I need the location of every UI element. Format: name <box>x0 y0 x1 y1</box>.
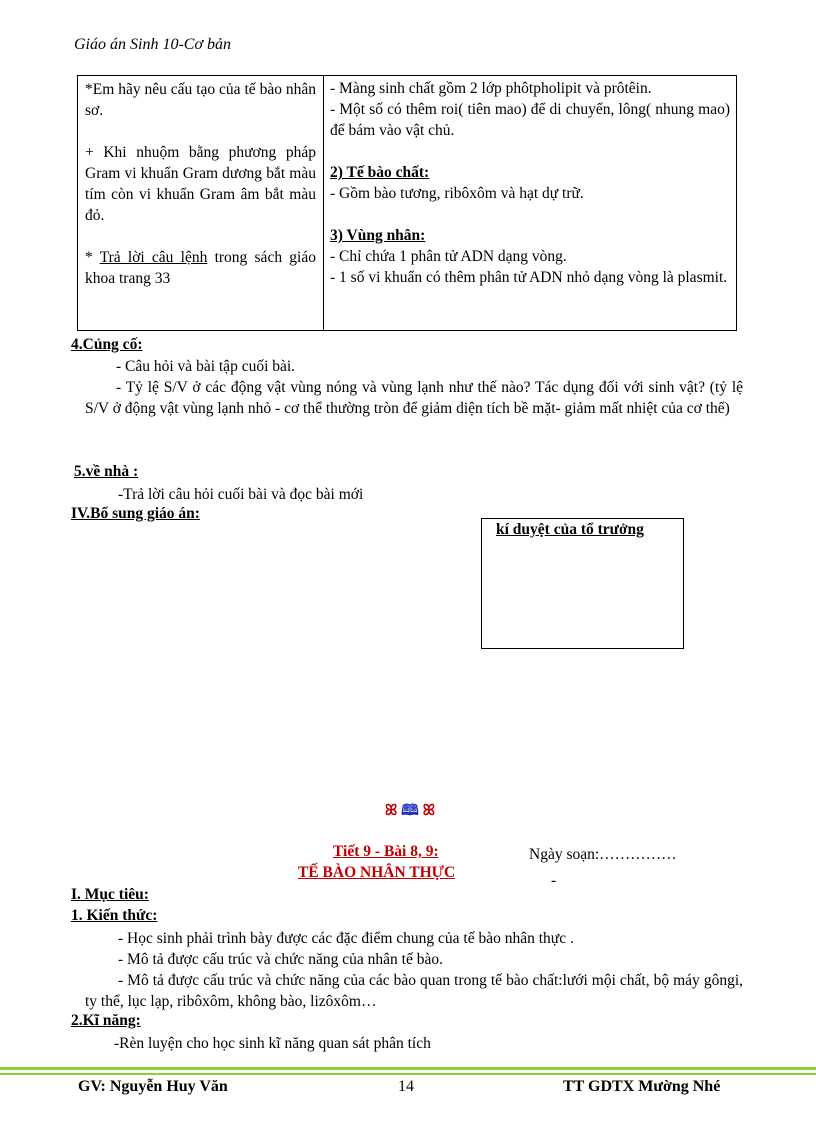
question-text: *Em hãy nêu cấu tạo của tế bào nhân sơ. <box>85 81 316 119</box>
header-title: Giáo án Sinh 10-Cơ bản <box>74 36 231 53</box>
knowledge-item: - Mô tả được cấu trúc và chức năng của nhân tế bào. <box>118 951 443 968</box>
homework-title: 5.về nhà : <box>74 463 139 480</box>
knowledge-item: - Mô tả được cấu trúc và chức năng của các bào quan trong tế bào chất:lưới mội chất, bộ máy gôngi, ty thể, lục lạp, ribôxôm, không bào, lizôxôm… <box>85 972 743 1010</box>
consolidate-item: - Tỷ lệ S/V ở các động vật vùng nóng và vùng lạnh như thế nào? Tác dụng đối với sinh vật? (tỷ lệ S/V ở động vật vùng lạnh nhỏ - cơ thể thường tròn để giảm diện tích bề mặt- giảm mất nhiệt của cơ thể) <box>85 379 743 417</box>
footer-rule <box>0 1073 816 1075</box>
date-dash: - <box>551 872 557 889</box>
cytoplasm-text: - Gồm bào tương, ribôxôm và hạt dự trữ. <box>330 185 584 202</box>
knowledge-title: 1. Kiến thức: <box>71 907 158 924</box>
gram-text: + Khi nhuộm bằng phương pháp Gram vi khuẩn Gram dương bắt màu tím còn vi khuẩn Gram âm bắt màu đỏ. <box>85 144 316 224</box>
consolidate-item: - Câu hỏi và bài tập cuối bài. <box>116 358 296 375</box>
ornament-right-icon: ꕤ <box>422 803 436 819</box>
footer-teacher: GV: Nguyễn Huy Văn <box>78 1078 228 1095</box>
homework-text: -Trả lời câu hỏi cuối bài và đọc bài mới <box>118 486 364 503</box>
footer-rule <box>0 1067 816 1070</box>
consolidate-title: 4.Củng cố: <box>71 336 143 353</box>
supplement-title: IV.Bổ sung giáo án: <box>71 505 200 522</box>
lesson-name: TẾ BÀO NHÂN THỰC <box>298 864 456 881</box>
nucleus-item: - 1 số vi khuẩn có thêm phân tử ADN nhỏ dạng vòng là plasmit. <box>330 269 728 286</box>
answer-link: Trả lời câu lệnh <box>99 249 208 266</box>
lesson-table <box>77 75 737 331</box>
answer-text: * Trả lời câu lệnh trong sách giáo khoa trang 33 <box>85 249 316 287</box>
preparation-date: Ngày soạn:…………… <box>529 846 677 863</box>
knowledge-item: - Học sinh phải trình bày được các đặc điểm chung của tế bào nhân thực . <box>118 930 574 947</box>
approval-label: kí duyệt của tổ trưởng <box>496 521 644 538</box>
nucleus-item: - Chỉ chứa 1 phân tử ADN dạng vòng. <box>330 248 567 265</box>
objectives-title: I. Mục tiêu: <box>71 886 149 903</box>
lesson-period: Tiết 9 - Bài 8, 9: <box>333 843 439 860</box>
flagella-text: - Một số có thêm roi( tiên mao) để di chuyển, lông( nhung mao) để bám vào vật chủ. <box>330 101 730 139</box>
cytoplasm-heading: 2) Tế bào chất: <box>330 164 430 181</box>
approval-box <box>481 518 684 649</box>
footer-center-name: TT GDTX Mường Nhé <box>563 1078 721 1095</box>
footer-page-number: 14 <box>398 1078 414 1095</box>
table-left-cell <box>85 79 316 289</box>
skills-title: 2.Kĩ năng: <box>71 1012 141 1029</box>
skills-text: -Rèn luyện cho học sinh kĩ năng quan sát phân tích <box>114 1035 431 1052</box>
table-divider <box>323 76 324 330</box>
nucleus-heading: 3) Vùng nhân: <box>330 227 426 244</box>
membrane-text: - Màng sinh chất gồm 2 lớp phôtpholipit và prôtêin. <box>330 80 652 97</box>
section-ornament <box>380 800 440 825</box>
table-right-cell <box>330 78 730 288</box>
ornament-left-icon: ꕤ <box>384 803 398 819</box>
book-icon: 🕮 <box>401 803 419 819</box>
